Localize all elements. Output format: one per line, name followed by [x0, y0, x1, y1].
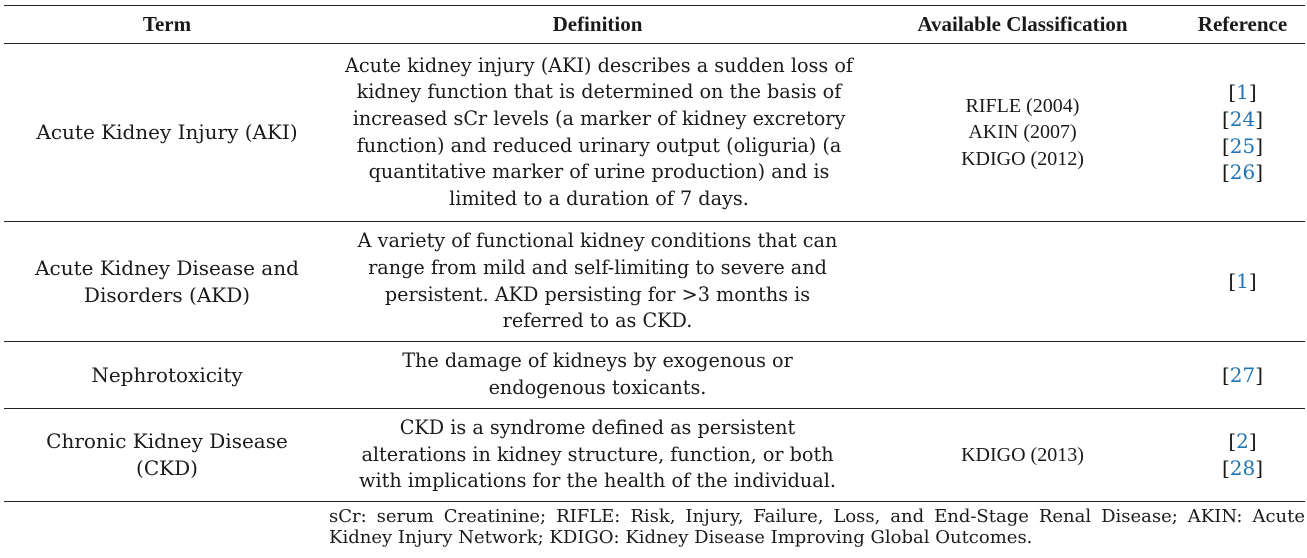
classification-item: RIFLE (2004) [965, 94, 1080, 117]
reference-link[interactable]: 28 [1229, 456, 1256, 480]
header-term: Term [4, 6, 330, 44]
reference-link[interactable]: 24 [1229, 106, 1256, 131]
term-cell [4, 409, 330, 502]
term-cell: Nephrotoxicity [4, 342, 330, 409]
classification-item: AKIN (2007) [968, 121, 1077, 144]
reference-link[interactable]: 2 [1236, 429, 1249, 454]
reference-item: [28] [1221, 456, 1264, 480]
classification-item: KDIGO (2013) [961, 443, 1084, 466]
reference-item: [1] [1228, 80, 1257, 105]
table-row [4, 342, 1305, 409]
reference-link[interactable]: 27 [1229, 362, 1256, 387]
classification-cell [865, 342, 1180, 409]
definition-text: Acute kidney injury (AKI) describes a sudden loss of kidney function that is determined on the basis of increased sCr levels (a marker of kidney excretory function) and reduced urinary output (oliguria) (a quantitative marker of urine production) and is limited to a duration of 7 days. [345, 53, 853, 210]
definition-text: The damage of kidneys by exogenous or endogenous toxicants. [402, 349, 793, 399]
reference-cell [1180, 342, 1305, 409]
reference-link[interactable]: 1 [1236, 269, 1249, 294]
header-definition: Definition [330, 6, 865, 44]
term-cell [4, 222, 330, 342]
reference-item: [24] [1221, 106, 1264, 131]
definition-cell [330, 409, 865, 502]
table-row [4, 44, 1305, 222]
header-reference: Reference [1180, 6, 1305, 44]
table-row [4, 222, 1305, 342]
classification-cell [865, 44, 1180, 222]
term-text: Acute Kidney Disease and Disorders (AKD) [35, 255, 299, 307]
reference-link[interactable]: 26 [1229, 160, 1256, 185]
reference-item: [26] [1221, 160, 1264, 185]
reference-cell [1180, 409, 1305, 502]
term-text: Chronic Kidney Disease (CKD) [46, 429, 288, 480]
definitions-table [4, 5, 1305, 502]
reference-cell [1180, 44, 1305, 222]
table-header-row [4, 6, 1305, 44]
reference-item: [2] [1228, 429, 1257, 454]
reference-item: [1] [1228, 269, 1257, 294]
definition-cell [330, 44, 865, 222]
table-footnote: sCr: serum Creatinine; RIFLE: Risk, Injury, Failure, Loss, and End-Stage Renal Disease; AKIN: Acute Kidney Injury Network; KDIGO: Kidney Disease Improving Global Outcomes. [329, 506, 1305, 548]
header-classification: Available Classification [865, 6, 1180, 44]
classification-item: KDIGO (2012) [961, 147, 1084, 170]
definition-text: A variety of functional kidney conditions that can range from mild and self-limiting to severe and persistent. AKD persisting for >3 months is referred to as CKD. [357, 229, 838, 333]
table-row [4, 409, 1305, 502]
classification-cell [865, 222, 1180, 342]
classification-cell [865, 409, 1180, 502]
definitions-table-container [4, 5, 1305, 502]
reference-link[interactable]: 25 [1229, 133, 1256, 158]
reference-item: [25] [1221, 133, 1264, 158]
reference-link[interactable]: 1 [1236, 80, 1249, 105]
term-cell: Acute Kidney Injury (AKI) [4, 44, 330, 222]
reference-cell [1180, 222, 1305, 342]
definition-cell [330, 222, 865, 342]
definition-text: CKD is a syndrome defined as persistent alterations in kidney structure, function, or both with implications for the health of the individual. [359, 416, 836, 493]
reference-item: [27] [1221, 362, 1264, 387]
definition-cell [330, 342, 865, 409]
